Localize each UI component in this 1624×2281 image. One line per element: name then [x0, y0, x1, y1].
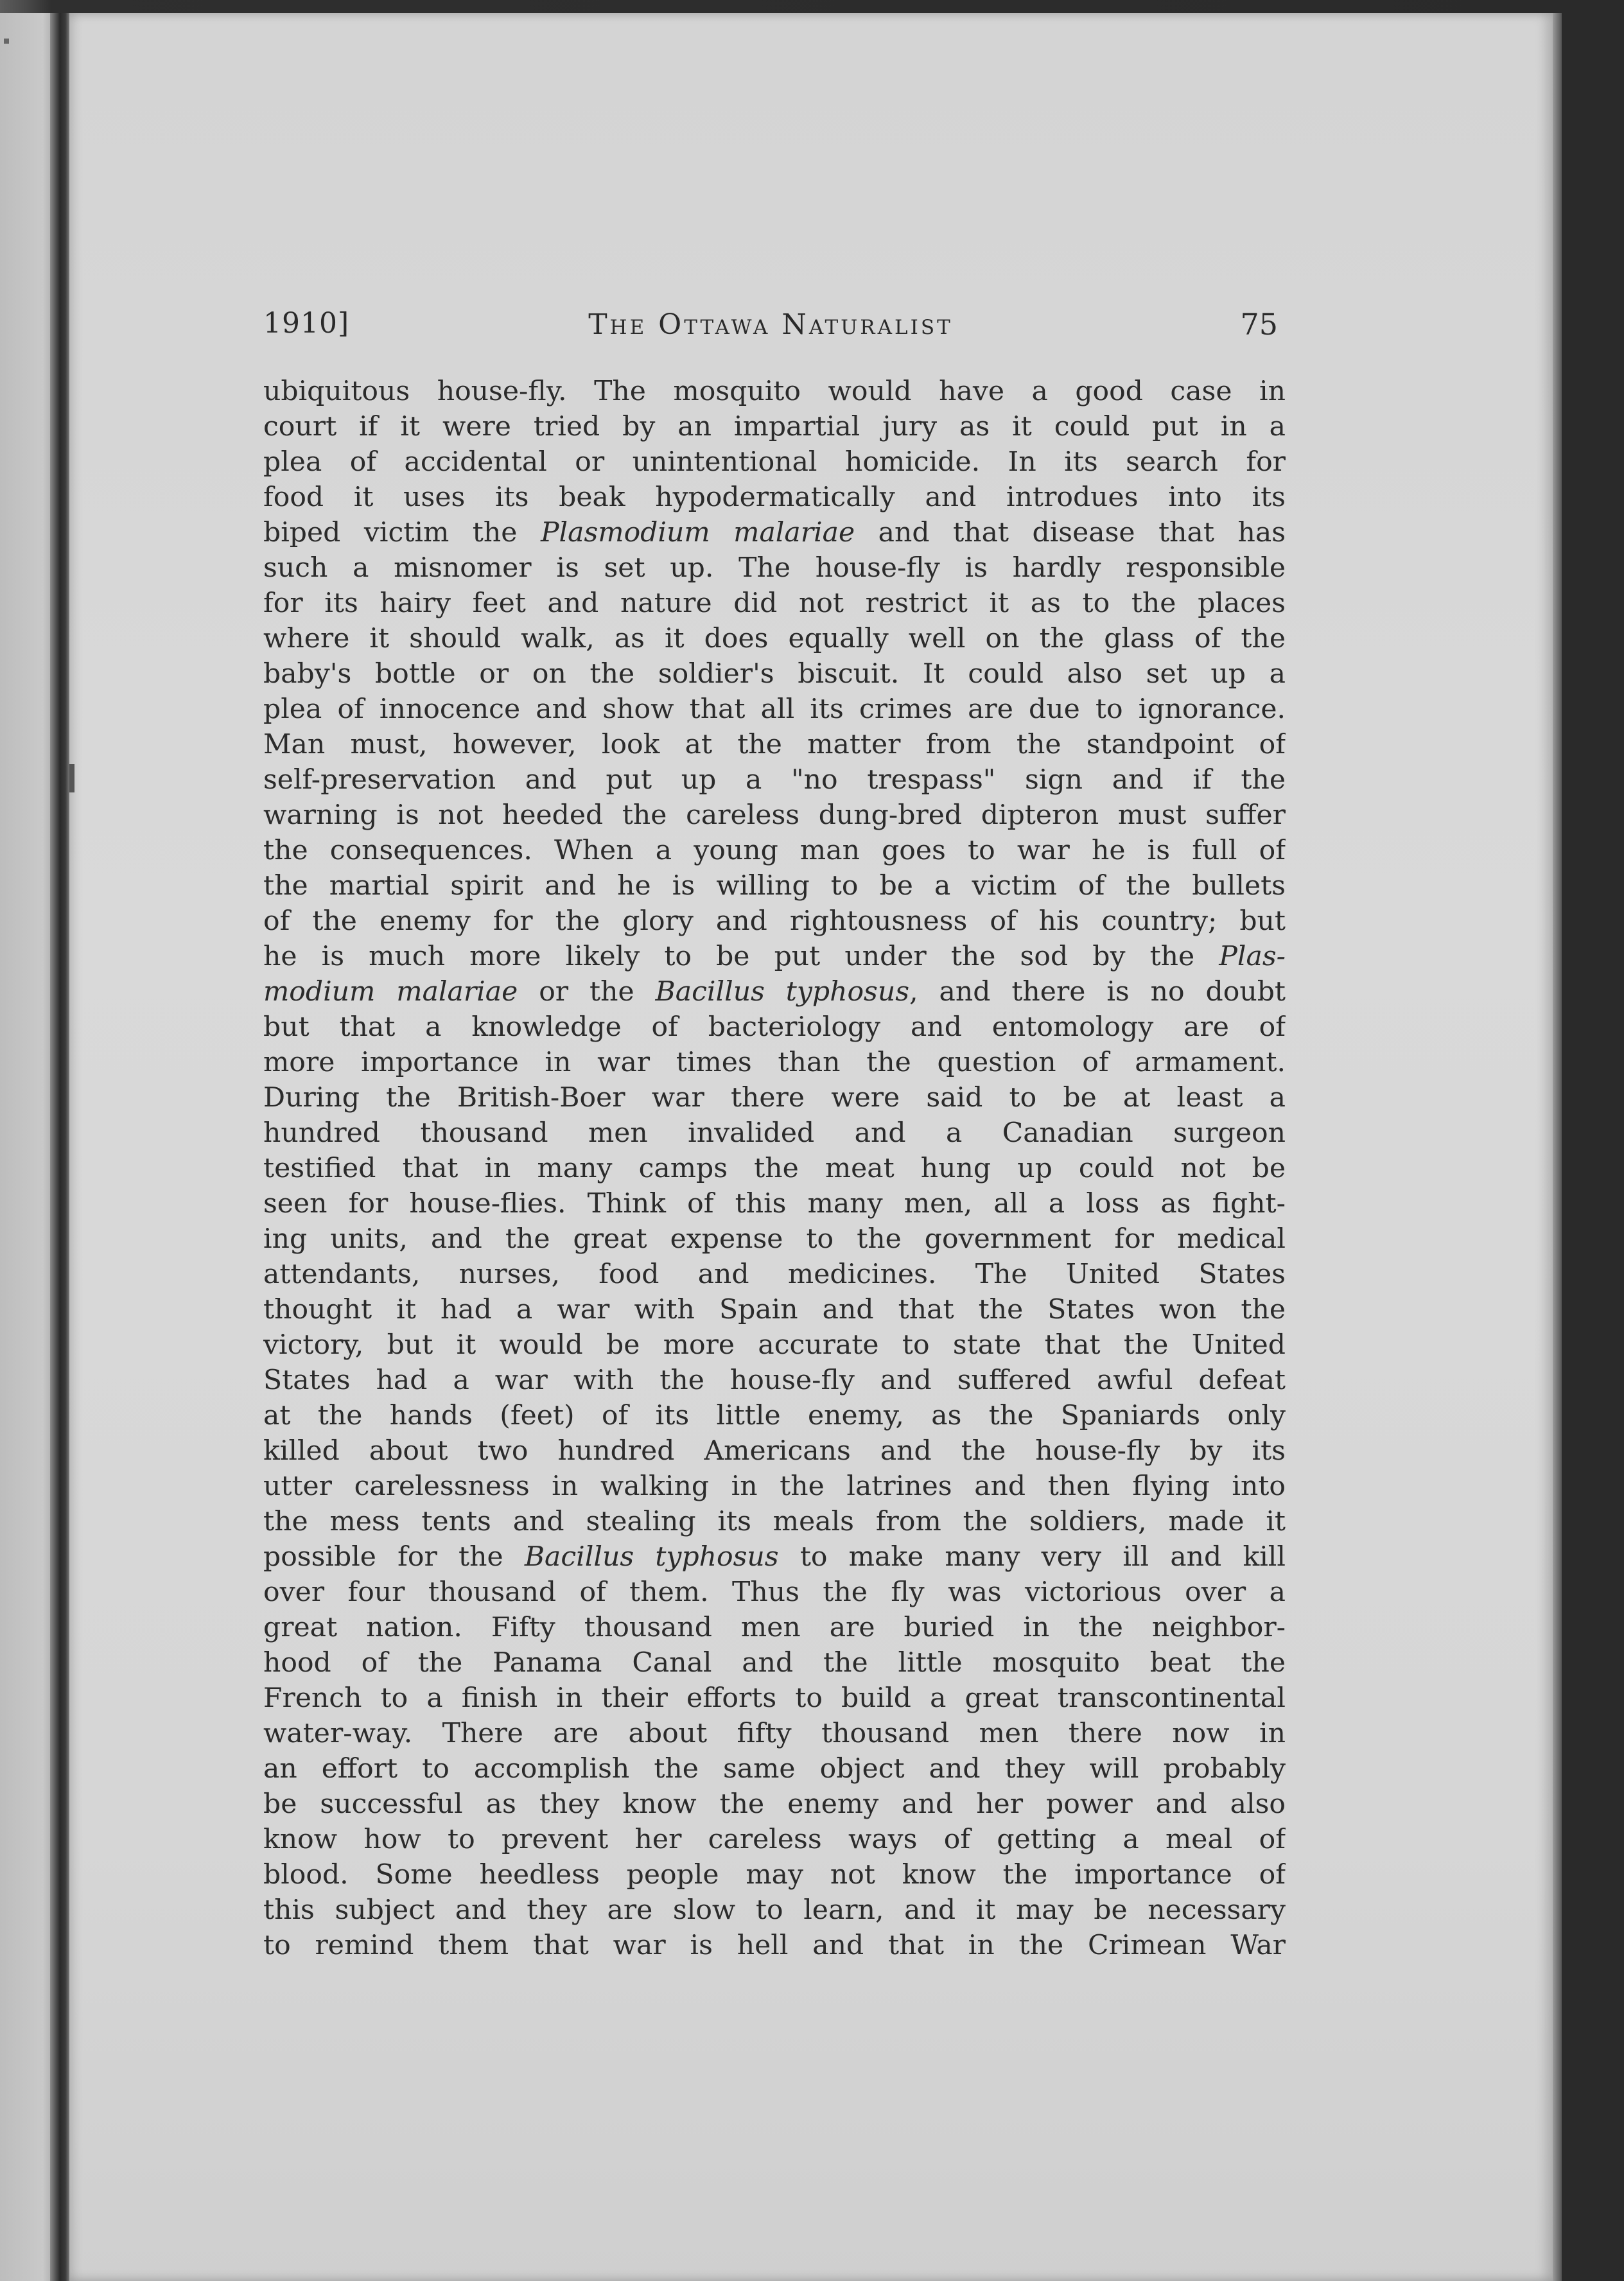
text-line: killed about two hundred Americans and the house-fly by its [263, 1435, 1286, 1467]
text-line: victory, but it would be more accurate to state that the United [263, 1329, 1286, 1361]
text-line: utter carelessness in walking in the latrines and then flying into [263, 1471, 1286, 1502]
text-line: seen for house-flies. Think of this many men, all a loss as fight- [263, 1188, 1286, 1219]
text-line [263, 974, 1286, 1009]
text-line [263, 939, 1286, 974]
italic-run: Plas- [1219, 941, 1286, 972]
text-line: French to a finish in their efforts to build a great transcontinental [263, 1682, 1286, 1714]
text-line: know how to prevent her careless ways of getting a meal of [263, 1824, 1286, 1855]
text-line: ing units, and the great expense to the government for medical [263, 1223, 1286, 1255]
text-line [263, 515, 1286, 550]
italic-run: modium malariae [263, 976, 518, 1008]
text-run: possible for the [263, 1541, 525, 1573]
italic-run: Plasmodium malariae [540, 517, 855, 548]
italic-run: Bacillus typhosus [655, 976, 910, 1008]
text-line: great nation. Fifty thousand men are buried in the neighbor- [263, 1612, 1286, 1643]
text-line: the consequences. When a young man goes to war he is full of [263, 835, 1286, 866]
text-line: self-preservation and put up a "no trespass" sign and if the [263, 764, 1286, 796]
text-line: warning is not heeded the careless dung-bred dipteron must suffer [263, 800, 1286, 831]
text-line: testified that in many camps the meat hung up could not be [263, 1153, 1286, 1184]
book-gutter [50, 13, 72, 2281]
text-run: , and there is no doubt [909, 976, 1286, 1008]
text-line: plea of innocence and show that all its crimes are due to ignorance. [263, 694, 1286, 725]
text-line: such a misnomer is set up. The house-fly is hardly responsible [263, 552, 1286, 584]
text-line: attendants, nurses, food and medicines. The United States [263, 1259, 1286, 1290]
header-page-number: 75 [1240, 307, 1278, 342]
text-line: more importance in war times than the question of armament. [263, 1047, 1286, 1078]
text-line: an effort to accomplish the same object and they will probably [263, 1753, 1286, 1785]
text-line: During the British-Boer war there were said to be at least a [263, 1082, 1286, 1114]
text-run: he is much more likely to be put under the sod by the [263, 941, 1219, 972]
text-line: but that a knowledge of bacteriology and entomology are of [263, 1011, 1286, 1043]
text-line: plea of accidental or unintentional homicide. In its search for [263, 446, 1286, 478]
text-line: court if it were tried by an impartial jury as it could put in a [263, 411, 1286, 442]
text-line [263, 1539, 1286, 1575]
text-line: blood. Some heedless people may not know the importance of [263, 1859, 1286, 1891]
text-line: at the hands (feet) of its little enemy, as the Spaniards only [263, 1400, 1286, 1431]
text-line: ubiquitous house-fly. The mosquito would have a good case in [263, 376, 1286, 407]
text-line: hundred thousand men invalided and a Canadian surgeon [263, 1117, 1286, 1149]
text-line: for its hairy feet and nature did not restrict it as to the places [263, 588, 1286, 619]
text-run: or the [518, 976, 656, 1008]
text-line: the mess tents and stealing its meals from the soldiers, made it [263, 1506, 1286, 1537]
text-line: food it uses its beak hypodermatically and introdues into its [263, 482, 1286, 513]
text-line: to remind them that war is hell and that in the Crimean War [263, 1930, 1286, 1961]
header-year: 1910] [263, 307, 350, 340]
margin-smudge [69, 764, 74, 792]
text-run: biped victim the [263, 517, 541, 548]
text-line: hood of the Panama Canal and the little mosquito beat the [263, 1647, 1286, 1679]
text-line: this subject and they are slow to learn, and it may be necessary [263, 1894, 1286, 1926]
text-line: baby's bottle or on the soldier's biscuit. It could also set up a [263, 658, 1286, 690]
text-run: and that disease that has [855, 517, 1286, 548]
italic-run: Bacillus typhosus [524, 1541, 779, 1573]
text-line: thought it had a war with Spain and that the States won the [263, 1294, 1286, 1325]
text-line: the martial spirit and he is willing to be a victim of the bullets [263, 870, 1286, 902]
page-edge-shadow [1553, 13, 1562, 2281]
text-line: over four thousand of them. Thus the fly was victorious over a [263, 1577, 1286, 1608]
text-line: States had a war with the house-fly and suffered awful defeat [263, 1365, 1286, 1396]
scan-speck [4, 39, 9, 44]
header-journal-title: The Ottawa Naturalist [588, 308, 953, 341]
text-line: be successful as they know the enemy and her power and also [263, 1788, 1286, 1820]
text-line: water-way. There are about fifty thousand men there now in [263, 1718, 1286, 1749]
text-line: Man must, however, look at the matter from the standpoint of [263, 729, 1286, 760]
text-line: of the enemy for the glory and rightousness of his country; but [263, 905, 1286, 937]
body-text [263, 374, 1286, 1963]
text-line: where it should walk, as it does equally well on the glass of the [263, 623, 1286, 654]
text-run: to make many very ill and kill [778, 1541, 1286, 1573]
running-header [263, 307, 1278, 352]
